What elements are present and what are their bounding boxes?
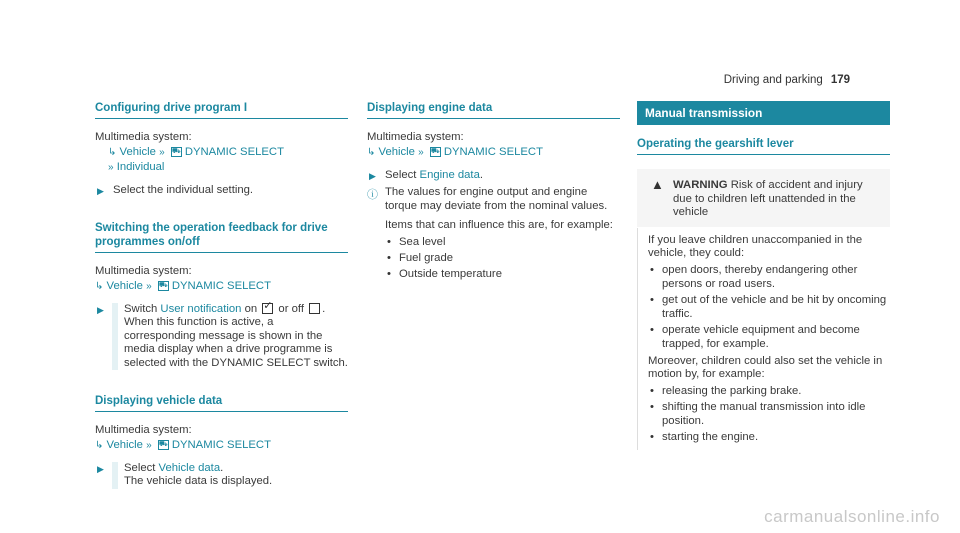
warning-box [637, 169, 890, 450]
warning-paragraph: If you leave children unaccompanied in the vehicle, they could: [648, 233, 863, 259]
section-title-vehicle-data: Displaying vehicle data [95, 394, 348, 412]
section-title-drive-program: Configuring drive program I [95, 101, 348, 119]
info-note [367, 186, 620, 281]
list-item: • Fuel grade [385, 251, 620, 265]
list-item: • shifting the manual transmission into idle position. [648, 400, 890, 428]
path-dynamic-select: DYNAMIC SELECT [443, 145, 543, 158]
watermark-logo: carmanualsonline.info [764, 507, 940, 526]
engine-data-link: Engine data [419, 168, 480, 181]
warning-list-2 [648, 384, 890, 444]
info-text: The values for engine output and engine torque may deviate from the nominal values. [385, 186, 608, 212]
section-title-engine-data: Displaying engine data [367, 101, 620, 119]
step [95, 462, 348, 489]
multimedia-label: Multimedia system: [95, 131, 192, 143]
list-item: • starting the engine. [648, 430, 890, 444]
warning-paragraph-2: Moreover, children could also set the vehicle in motion by, for example: [648, 354, 883, 380]
checkbox-on-icon [262, 303, 273, 314]
car-icon: ⛟ [171, 147, 181, 155]
car-icon: ⛟ [158, 281, 168, 289]
path-vehicle: Vehicle [119, 145, 156, 158]
path-vehicle: Vehicle [106, 279, 143, 292]
path-vehicle: Vehicle [106, 438, 143, 451]
list-item: • open doors, thereby endangering other persons or road users. [648, 263, 890, 291]
warning-label: WARNING [673, 179, 728, 191]
list-item: • Sea level [385, 235, 620, 249]
section-title-gearshift: Operating the gearshift lever [637, 137, 890, 155]
warning-list-1 [648, 263, 890, 351]
step [367, 169, 620, 183]
warning-header [637, 169, 890, 228]
step [95, 184, 348, 198]
step-arrow-icon: ▶ [369, 170, 376, 181]
return-arrow-icon: ↳ [367, 146, 376, 158]
double-chevron-icon: » [108, 161, 114, 173]
multimedia-label: Multimedia system: [367, 131, 464, 143]
step-text: Select Engine data. [385, 168, 483, 181]
list-item: • operate vehicle equipment and become trapped, for example. [648, 323, 890, 351]
column-3 [637, 101, 890, 450]
car-icon: ⛟ [430, 147, 440, 155]
step-arrow-icon: ▶ [97, 304, 104, 315]
step-arrow-icon: ▶ [97, 185, 104, 196]
double-chevron-icon: » [146, 280, 152, 292]
list-item: • get out of the vehicle and be hit by oncoming traffic. [648, 293, 890, 321]
page-number: 179 [830, 74, 850, 86]
chapter-band: Manual transmission [637, 101, 890, 125]
menu-path [95, 145, 348, 175]
user-notification-link: User notification [160, 302, 242, 315]
step [95, 303, 348, 371]
step-arrow-icon: ▶ [97, 463, 104, 474]
warning-icon: ▲ [651, 177, 664, 192]
menu-path [95, 438, 348, 453]
menu-path [367, 145, 620, 160]
double-chevron-icon: » [159, 146, 165, 158]
influence-list [385, 235, 620, 281]
car-icon: ⛟ [158, 440, 168, 448]
double-chevron-icon: » [418, 146, 424, 158]
step-text: Select Vehicle data. The vehicle data is displayed. [112, 462, 348, 489]
return-arrow-icon: ↳ [95, 280, 104, 292]
section-name: Driving and parking [723, 74, 823, 86]
section-title-operation-feedback: Switching the operation feedback for drive programmes on/off [95, 221, 348, 253]
list-item: • releasing the parking brake. [648, 384, 890, 398]
path-vehicle: Vehicle [378, 145, 415, 158]
list-item: • Outside temperature [385, 267, 620, 281]
path-dynamic-select: DYNAMIC SELECT [184, 145, 284, 158]
step-text: Switch User notification on ✓ or off . When this function is active, a corresponding message is shown in the media display when a drive programme is selected with the DYNAMIC SELECT switch. [112, 303, 348, 371]
checkbox-off-icon [309, 303, 320, 314]
return-arrow-icon: ↳ [108, 146, 117, 158]
step-text: Select the individual setting. [113, 183, 254, 196]
multimedia-label: Multimedia system: [95, 424, 192, 436]
path-individual: Individual [116, 160, 165, 173]
page-header [724, 74, 850, 86]
info-icon: ⓘ [367, 189, 378, 201]
path-dynamic-select: DYNAMIC SELECT [171, 279, 271, 292]
menu-path [95, 279, 348, 294]
column-1 [95, 101, 348, 489]
column-2 [367, 101, 620, 281]
return-arrow-icon: ↳ [95, 439, 104, 451]
vehicle-data-link: Vehicle data [158, 461, 221, 474]
path-dynamic-select: DYNAMIC SELECT [171, 438, 271, 451]
warning-text: Risk of accident and injury due to children left unattended in the vehicle [673, 179, 863, 218]
warning-body [637, 228, 890, 450]
multimedia-label: Multimedia system: [95, 265, 192, 277]
double-chevron-icon: » [146, 439, 152, 451]
info-text-2: Items that can influence this are, for example: [385, 219, 613, 231]
